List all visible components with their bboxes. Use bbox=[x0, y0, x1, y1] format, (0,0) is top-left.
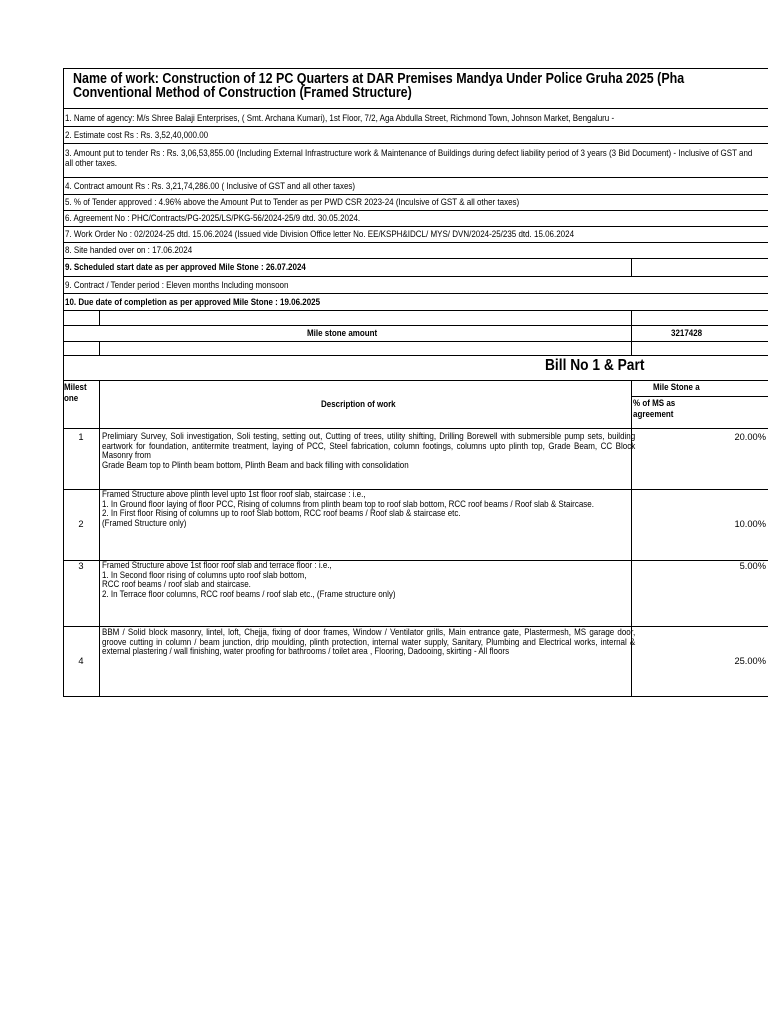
table-header-row bbox=[63, 380, 768, 428]
milestone-number: 4 bbox=[78, 656, 84, 666]
info-row-period bbox=[63, 276, 768, 293]
info-contract-amount: 4. Contract amount Rs : Rs. 3,21,74,286.00 ( Inclusive of GST and all other taxes) bbox=[65, 181, 356, 191]
milestone-description: Framed Structure above plinth level upto 1st floor roof slab, staircase : i.e., 1. In Ground floor laying of floor PCC, Rising of columns from plinth beam top to roof slab bottom, RCC roof beams / Roof slab & Staircase. 2. In First floor Rising of columns up to roof Slab bottom, RCC roof beams / Roof slab & staircase etc. (Framed Structure only) bbox=[102, 489, 594, 528]
info-row-percent bbox=[63, 194, 768, 210]
title-row bbox=[63, 68, 768, 108]
info-row-site bbox=[63, 242, 768, 258]
info-row-tender-amount bbox=[63, 143, 768, 177]
info-work-order: 7. Work Order No : 02/2024-25 dtd. 15.06.2024 (Issued vide Division Office letter No. EE/KSPH&IDCL/ MYS/ DVN/2024-25/235 dtd. 15.06.2024 bbox=[65, 229, 575, 239]
milestone-percent: 25.00% bbox=[734, 656, 766, 666]
milestone-number: 1 bbox=[78, 432, 84, 442]
info-agency: 1. Name of agency: M/s Shree Balaji Enterprises, ( Smt. Archana Kumari), 1st Floor, 7/2, Aga Abdulla Street, Richmond Town, Johnson Market, Bengaluru - bbox=[65, 113, 615, 123]
table-row bbox=[63, 428, 768, 489]
work-title bbox=[73, 72, 684, 100]
col-ms-percent-header: % of MS as agreement bbox=[633, 398, 676, 419]
col-milestone-header: Milest one bbox=[64, 382, 87, 403]
info-site-handed: 8. Site handed over on : 17.06.2024 bbox=[65, 245, 193, 255]
info-row-estimate bbox=[63, 126, 768, 143]
info-agreement: 6. Agreement No : PHC/Contracts/PG-2025/LS/PKG-56/2024-25/9 dtd. 30.05.2024. bbox=[65, 213, 361, 223]
info-row-work-order bbox=[63, 226, 768, 242]
info-row-due bbox=[63, 293, 768, 310]
info-tender-percent: 5. % of Tender approved : 4.96% above the Amount Put to Tender as per PWD CSR 2023-24 (Inculsive of GST & all other taxes) bbox=[65, 197, 520, 207]
table-row bbox=[63, 560, 768, 626]
milestone-amount-row bbox=[63, 325, 768, 341]
milestone-number: 3 bbox=[78, 561, 84, 571]
info-row-agreement bbox=[63, 210, 768, 226]
col-description-header: Description of work bbox=[321, 399, 396, 409]
milestone-percent: 10.00% bbox=[734, 519, 766, 529]
info-row-agency bbox=[63, 108, 768, 126]
info-period: 9. Contract / Tender period : Eleven months Including monsoon bbox=[65, 280, 289, 290]
col-ms-amount-header: Mile Stone a bbox=[653, 382, 700, 392]
milestone-percent: 5.00% bbox=[739, 561, 766, 571]
milestone-description: Prelimiary Survey, Soli investigation, Soli testing, setting out, Cutting of trees, utility shifting, Drilling Borewell with submersible pump sets, building eartwork for foundation, antitermite treatment, laying of PCC, Steel fabrication, column footings, columns upto plinth top, Grade Beam, CC Block Masonry from Grade Beam top to Plinth beam bottom, Plinth Beam and back filling with consolidation bbox=[102, 431, 636, 470]
info-estimate: 2. Estimate cost Rs : Rs. 3,52,40,000.00 bbox=[65, 130, 209, 140]
milestone-amount-value: 3217428 bbox=[671, 328, 703, 338]
milestone-number: 2 bbox=[78, 519, 84, 529]
milestone-description: Framed Structure above 1st floor roof slab and terrace floor : i.e., 1. In Second floor rising of columns upto roof slab bottom, RCC roof beams / roof slab and staircase. 2. In Terrace floor columns, RCC roof beams / roof slab etc., (Frame structure only) bbox=[102, 560, 396, 599]
info-due-date: 10. Due date of completion as per approved Mile Stone : 19.06.2025 bbox=[65, 297, 321, 307]
info-start-date: 9. Scheduled start date as per approved Mile Stone : 26.07.2024 bbox=[65, 262, 306, 272]
table-row bbox=[63, 626, 768, 697]
info-row-contract bbox=[63, 177, 768, 194]
bill-title-row bbox=[63, 355, 768, 380]
milestone-percent: 20.00% bbox=[734, 432, 766, 442]
work-title-line1: Name of work: Construction of 12 PC Quarters at DAR Premises Mandya Under Police Gruha 2025 (Pha bbox=[73, 71, 685, 87]
work-title-line2: Conventional Method of Construction (Framed Structure) bbox=[73, 85, 412, 101]
milestone-description: BBM / Solid block masonry, lintel, loft, Chejja, fixing of door frames, Window / Ventilator grills, Main entrance gate, Plastermesh, MS garage door, groove cutting in column / beam junction, drip moulding, plinth protection, internal water supply, Sanitary, Plumbing and Electrical works, internal & external plastering / wall finishing, water proofing for bathrooms / toilet area , Flooring, Dadooing, skirting - All floors bbox=[102, 627, 636, 657]
milestone-amount-label: Mile stone amount bbox=[307, 328, 378, 338]
spreadsheet-sheet bbox=[63, 68, 768, 698]
blank-row-1 bbox=[63, 310, 768, 325]
info-tender-amount: 3. Amount put to tender Rs : Rs. 3,06,53,855.00 (Including External Infrastructure work & Maintenance of Buildings during defect liability period of 3 years (3 Bid Document) - Inclusive of GST and all other taxes. bbox=[65, 148, 753, 168]
info-row-start bbox=[63, 258, 768, 276]
blank-row-2 bbox=[63, 341, 768, 355]
bill-title: Bill No 1 & Part bbox=[545, 357, 645, 374]
table-row bbox=[63, 489, 768, 560]
